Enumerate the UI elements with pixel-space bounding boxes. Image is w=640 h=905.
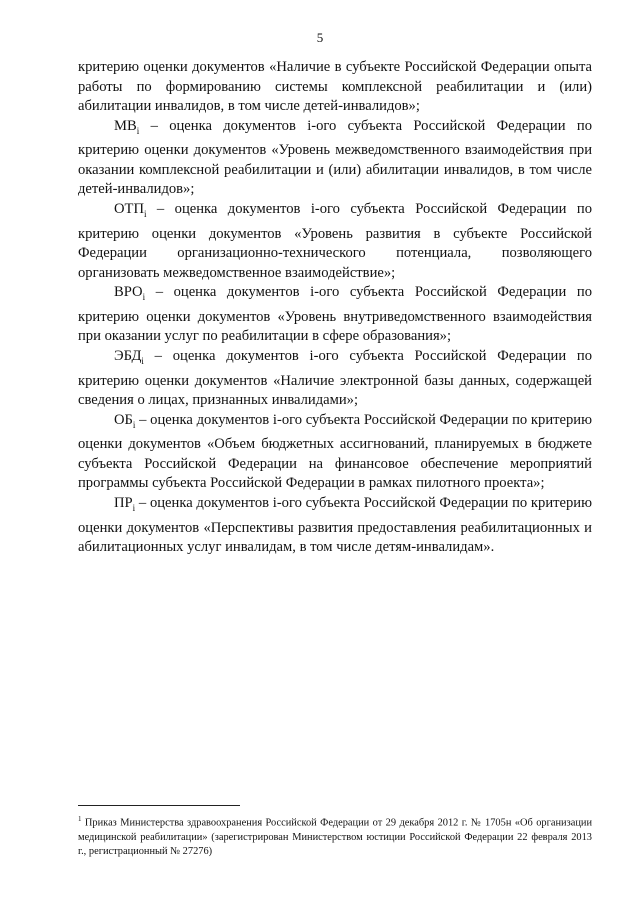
paragraph-ob: $ОБ_i$ – оценка документов i-ого субъекта Российской Федерации по критерию оценки документов «Объем бюджетных ассигнований, планируемых в бюджете субъекта Российской Федерации на финансовое обеспечение мероприятий программы субъекта Российской Федерации в рамках пилотного проекта»; (78, 411, 592, 492)
footnote-marker: 1 (78, 815, 82, 823)
page-number: 5 (316, 30, 324, 45)
paragraph-vro: $ВРО_i$ – оценка документов i-ого субъекта Российской Федерации по критерию оценки документов «Уровень внутриведомственного взаимодействия при оказании услуг по реабилитации в сфере образования»; (78, 284, 592, 345)
paragraph-pr: $ПР_i$ – оценка документов i-ого субъекта Российской Федерации по критерию оценки документов «Перспективы развития предоставления реабилитационных и абилитационных услуг инвалидам, в том числе детям-инвалидам». (78, 495, 592, 556)
abbreviation: $ОБ_i$ (114, 411, 136, 430)
abbreviation: $ОТП_i$ (114, 201, 147, 219)
footnote (78, 812, 592, 859)
paragraph-otp: $ОТП_i$ – оценка документов i-ого субъекта Российской Федерации по критерию оценки документов «Уровень развития в субъекте Российской Федерации организационно-технического потенциала, позволяющего организовать межведомственное взаимодействие»; (78, 201, 592, 281)
footnote-text: Приказ Министерства здравоохранения Российской Федерации от 29 декабря 2012 г. № 1705н «Об организации медицинской реабилитации» (зарегистрирован Министерством юстиции Российской Федерации 22 февраля 2013 г., регистрационный № 27276) (78, 817, 592, 857)
paragraph-intro: критерию оценки документов «Наличие в субъекте Российской Федерации опыта работы по формированию системы комплексной реабилитации и (или) абилитации инвалидов, в том числе детей-инвалидов»; (78, 59, 592, 115)
abbreviation: $ПР_i$ (114, 495, 136, 513)
footnote-separator (78, 805, 240, 806)
abbreviation: $ВРО_i$ (114, 284, 146, 303)
abbreviation: $МВ_i$ (114, 117, 140, 136)
paragraph-ebd: $ЭБД_i$ – оценка документов i-ого субъекта Российской Федерации по критерию оценки документов «Наличие электронной базы данных, содержащей сведения о лицах, признанных инвалидами»; (78, 348, 592, 409)
abbreviation: $ЭБД_i$ (114, 348, 144, 366)
document-body (78, 58, 592, 558)
paragraph-mv: $МВ_i$ – оценка документов i-ого субъекта Российской Федерации по критерию оценки документов «Уровень межведомственного взаимодействия при оказании комплексной реабилитации и (или) абилитации инвалидов, в том числе детей-инвалидов»; (78, 117, 592, 198)
